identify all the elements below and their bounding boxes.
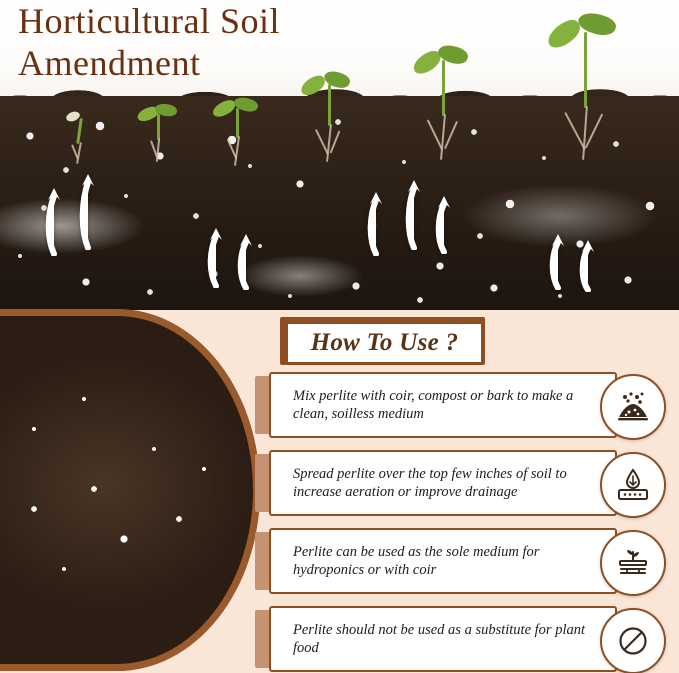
step-card (269, 528, 617, 594)
seedling-4 (300, 70, 356, 162)
no-entry-icon (600, 608, 666, 673)
seedling-2 (135, 100, 183, 158)
step-text: Mix perlite with coir, compost or bark to make a clean, soilless medium (293, 387, 574, 422)
howto-steps-list (255, 372, 679, 673)
airflow-arrow-3 (206, 226, 226, 288)
step-card (269, 450, 617, 516)
airflow-arrow-9 (578, 238, 598, 292)
seedling-5 (412, 44, 476, 160)
howto-heading-box (286, 322, 483, 364)
step-text: Spread perlite over the top few inches of soil to increase aeration or improve drainage (293, 465, 567, 500)
step-text: Perlite should not be used as a substitute for plant food (293, 621, 586, 656)
howto-step-2 (255, 450, 679, 516)
perlite-pile-icon (600, 374, 666, 440)
airflow-arrow-7 (434, 194, 454, 254)
step-card (269, 372, 617, 438)
page-title (18, 2, 280, 83)
howto-step-3 (255, 528, 679, 594)
airflow-arrow-8 (548, 232, 568, 290)
seedling-3 (212, 92, 262, 158)
airflow-arrow-6 (404, 178, 424, 250)
airflow-arrow-5 (366, 190, 386, 256)
step-text: Perlite can be used as the sole medium for hydroponics or with coir (293, 543, 540, 578)
howto-heading-text: How To Use ? (310, 329, 459, 356)
airflow-arrow-1 (44, 186, 64, 256)
page-title-line-1: Horticultural Soil (18, 1, 280, 41)
step-card (269, 606, 617, 672)
hydroponics-sprout-icon (600, 530, 666, 596)
page-title-line-2: Amendment (18, 42, 201, 83)
hand-soil-photo (0, 309, 260, 671)
hero-image (0, 0, 679, 310)
seedling-1 (58, 108, 98, 158)
airflow-arrow-4 (236, 232, 256, 290)
water-drainage-icon (600, 452, 666, 518)
howto-heading (280, 317, 485, 365)
airflow-arrow-2 (78, 172, 98, 250)
howto-step-4 (255, 606, 679, 672)
seedling-6 (546, 12, 626, 160)
how-to-use-section (0, 310, 679, 673)
howto-step-1 (255, 372, 679, 438)
hand-soil-photo-disc (0, 309, 260, 671)
